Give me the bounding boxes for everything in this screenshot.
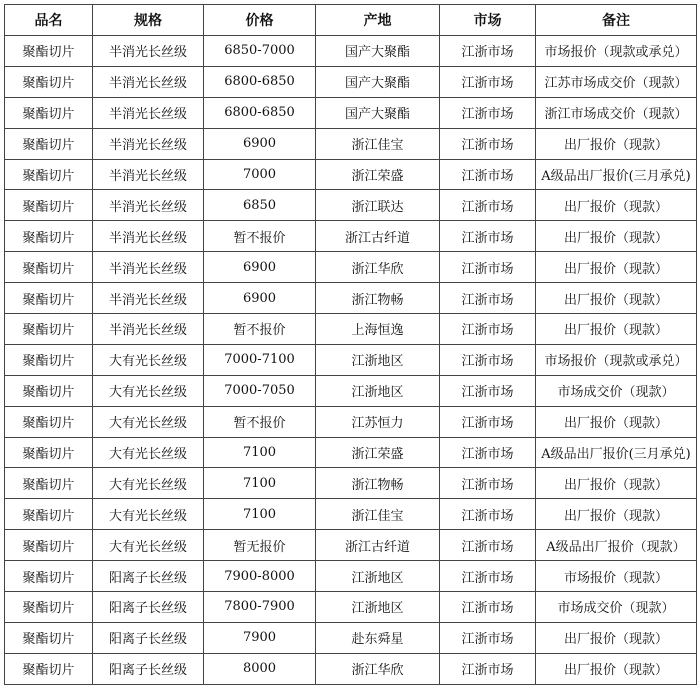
table-row	[5, 468, 697, 499]
cell-market: 江浙市场	[440, 530, 536, 561]
cell-price: 7100	[204, 468, 316, 499]
cell-market: 江浙市场	[440, 128, 536, 159]
table-row	[5, 592, 697, 623]
cell-product: 聚酯切片	[5, 66, 93, 97]
cell-remark: A级品出厂报价（现款）	[536, 530, 697, 561]
table-row	[5, 561, 697, 592]
cell-market: 江浙市场	[440, 499, 536, 530]
cell-product: 聚酯切片	[5, 468, 93, 499]
cell-market: 江浙市场	[440, 97, 536, 128]
cell-origin: 国产大聚酯	[316, 66, 440, 97]
cell-market: 江浙市场	[440, 592, 536, 623]
table-row	[5, 344, 697, 375]
cell-product: 聚酯切片	[5, 344, 93, 375]
cell-market: 江浙市场	[440, 653, 536, 684]
table-row	[5, 283, 697, 314]
cell-origin: 浙江荣盛	[316, 437, 440, 468]
table-row	[5, 499, 697, 530]
cell-remark: 市场成交价（现款）	[536, 375, 697, 406]
cell-price: 暂不报价	[204, 314, 316, 345]
cell-remark: 出厂报价（现款）	[536, 283, 697, 314]
cell-origin: 江浙地区	[316, 592, 440, 623]
cell-spec: 半消光长丝级	[93, 66, 204, 97]
cell-origin: 江浙地区	[316, 561, 440, 592]
cell-remark: 市场成交价（现款）	[536, 592, 697, 623]
cell-spec: 半消光长丝级	[93, 283, 204, 314]
cell-origin: 浙江佳宝	[316, 128, 440, 159]
cell-product: 聚酯切片	[5, 221, 93, 252]
cell-price: 6800-6850	[204, 97, 316, 128]
cell-price: 暂无报价	[204, 530, 316, 561]
cell-spec: 半消光长丝级	[93, 252, 204, 283]
cell-market: 江浙市场	[440, 36, 536, 67]
table-row	[5, 128, 697, 159]
cell-remark: 出厂报价（现款）	[536, 406, 697, 437]
table-row	[5, 314, 697, 345]
cell-origin: 国产大聚酯	[316, 97, 440, 128]
cell-spec: 大有光长丝级	[93, 375, 204, 406]
cell-price: 6900	[204, 283, 316, 314]
cell-origin: 浙江物畅	[316, 283, 440, 314]
cell-spec: 半消光长丝级	[93, 221, 204, 252]
cell-market: 江浙市场	[440, 159, 536, 190]
cell-price: 6900	[204, 128, 316, 159]
cell-origin: 国产大聚酯	[316, 36, 440, 67]
cell-spec: 阳离子长丝级	[93, 622, 204, 653]
cell-product: 聚酯切片	[5, 283, 93, 314]
cell-price: 7100	[204, 499, 316, 530]
cell-remark: 出厂报价（现款）	[536, 314, 697, 345]
cell-market: 江浙市场	[440, 283, 536, 314]
cell-price: 7000-7100	[204, 344, 316, 375]
cell-market: 江浙市场	[440, 252, 536, 283]
cell-spec: 半消光长丝级	[93, 36, 204, 67]
cell-remark: A级品出厂报价(三月承兑)	[536, 159, 697, 190]
cell-origin: 浙江物畅	[316, 468, 440, 499]
table-row	[5, 159, 697, 190]
cell-product: 聚酯切片	[5, 406, 93, 437]
cell-spec: 大有光长丝级	[93, 344, 204, 375]
cell-spec: 半消光长丝级	[93, 128, 204, 159]
cell-origin: 浙江佳宝	[316, 499, 440, 530]
cell-spec: 阳离子长丝级	[93, 561, 204, 592]
cell-price: 7100	[204, 437, 316, 468]
cell-spec: 大有光长丝级	[93, 468, 204, 499]
cell-remark: 市场报价（现款或承兑）	[536, 344, 697, 375]
table-row	[5, 406, 697, 437]
header-remark: 备注	[536, 5, 697, 36]
cell-remark: 市场报价（现款）	[536, 561, 697, 592]
header-product: 品名	[5, 5, 93, 36]
table-header	[5, 5, 697, 36]
table-row	[5, 437, 697, 468]
cell-product: 聚酯切片	[5, 592, 93, 623]
cell-remark: 出厂报价（现款）	[536, 499, 697, 530]
cell-market: 江浙市场	[440, 344, 536, 375]
cell-origin: 上海恒逸	[316, 314, 440, 345]
cell-spec: 大有光长丝级	[93, 499, 204, 530]
cell-spec: 大有光长丝级	[93, 406, 204, 437]
cell-market: 江浙市场	[440, 622, 536, 653]
header-price: 价格	[204, 5, 316, 36]
table-row	[5, 190, 697, 221]
cell-origin: 江浙地区	[316, 375, 440, 406]
cell-origin: 浙江华欣	[316, 653, 440, 684]
table-row	[5, 97, 697, 128]
cell-price: 7900	[204, 622, 316, 653]
cell-market: 江浙市场	[440, 468, 536, 499]
cell-remark: 出厂报价（现款）	[536, 653, 697, 684]
cell-market: 江浙市场	[440, 437, 536, 468]
cell-remark: 市场报价（现款或承兑）	[536, 36, 697, 67]
cell-market: 江浙市场	[440, 66, 536, 97]
cell-product: 聚酯切片	[5, 375, 93, 406]
cell-price: 7900-8000	[204, 561, 316, 592]
table-row	[5, 530, 697, 561]
cell-spec: 半消光长丝级	[93, 314, 204, 345]
cell-product: 聚酯切片	[5, 159, 93, 190]
cell-product: 聚酯切片	[5, 622, 93, 653]
cell-origin: 浙江华欣	[316, 252, 440, 283]
cell-price: 暂不报价	[204, 221, 316, 252]
table-row	[5, 375, 697, 406]
cell-remark: 浙江市场成交价（现款）	[536, 97, 697, 128]
cell-remark: 出厂报价（现款）	[536, 252, 697, 283]
cell-price: 8000	[204, 653, 316, 684]
cell-origin: 浙江联达	[316, 190, 440, 221]
cell-product: 聚酯切片	[5, 252, 93, 283]
cell-price: 暂不报价	[204, 406, 316, 437]
cell-product: 聚酯切片	[5, 530, 93, 561]
cell-spec: 大有光长丝级	[93, 437, 204, 468]
cell-origin: 浙江古纤道	[316, 221, 440, 252]
cell-product: 聚酯切片	[5, 97, 93, 128]
cell-remark: 江苏市场成交价（现款）	[536, 66, 697, 97]
cell-product: 聚酯切片	[5, 561, 93, 592]
cell-market: 江浙市场	[440, 190, 536, 221]
cell-remark: 出厂报价（现款）	[536, 190, 697, 221]
table-row	[5, 622, 697, 653]
cell-product: 聚酯切片	[5, 499, 93, 530]
cell-remark: 出厂报价（现款）	[536, 468, 697, 499]
cell-market: 江浙市场	[440, 314, 536, 345]
header-origin: 产地	[316, 5, 440, 36]
cell-product: 聚酯切片	[5, 653, 93, 684]
table-row	[5, 66, 697, 97]
cell-spec: 半消光长丝级	[93, 97, 204, 128]
cell-origin: 浙江荣盛	[316, 159, 440, 190]
cell-remark: 出厂报价（现款）	[536, 221, 697, 252]
cell-price: 7000-7050	[204, 375, 316, 406]
cell-spec: 半消光长丝级	[93, 190, 204, 221]
cell-product: 聚酯切片	[5, 128, 93, 159]
cell-product: 聚酯切片	[5, 314, 93, 345]
cell-market: 江浙市场	[440, 406, 536, 437]
cell-price: 6800-6850	[204, 66, 316, 97]
cell-spec: 大有光长丝级	[93, 530, 204, 561]
cell-market: 江浙市场	[440, 221, 536, 252]
cell-product: 聚酯切片	[5, 190, 93, 221]
cell-price: 7000	[204, 159, 316, 190]
cell-spec: 阳离子长丝级	[93, 592, 204, 623]
cell-market: 江浙市场	[440, 561, 536, 592]
cell-remark: A级品出厂报价(三月承兑)	[536, 437, 697, 468]
cell-market: 江浙市场	[440, 375, 536, 406]
table-body	[5, 36, 697, 685]
cell-origin: 江浙地区	[316, 344, 440, 375]
cell-product: 聚酯切片	[5, 437, 93, 468]
cell-spec: 阳离子长丝级	[93, 653, 204, 684]
header-row	[5, 5, 697, 36]
cell-price: 7800-7900	[204, 592, 316, 623]
cell-origin: 江苏恒力	[316, 406, 440, 437]
cell-price: 6900	[204, 252, 316, 283]
price-table	[4, 4, 697, 685]
header-spec: 规格	[93, 5, 204, 36]
cell-product: 聚酯切片	[5, 36, 93, 67]
cell-remark: 出厂报价（现款）	[536, 622, 697, 653]
cell-origin: 浙江古纤道	[316, 530, 440, 561]
table-row	[5, 221, 697, 252]
cell-price: 6850-7000	[204, 36, 316, 67]
cell-remark: 出厂报价（现款）	[536, 128, 697, 159]
table-row	[5, 252, 697, 283]
cell-price: 6850	[204, 190, 316, 221]
cell-origin: 赴东舜星	[316, 622, 440, 653]
cell-spec: 半消光长丝级	[93, 159, 204, 190]
table-row	[5, 36, 697, 67]
table-row	[5, 653, 697, 684]
header-market: 市场	[440, 5, 536, 36]
